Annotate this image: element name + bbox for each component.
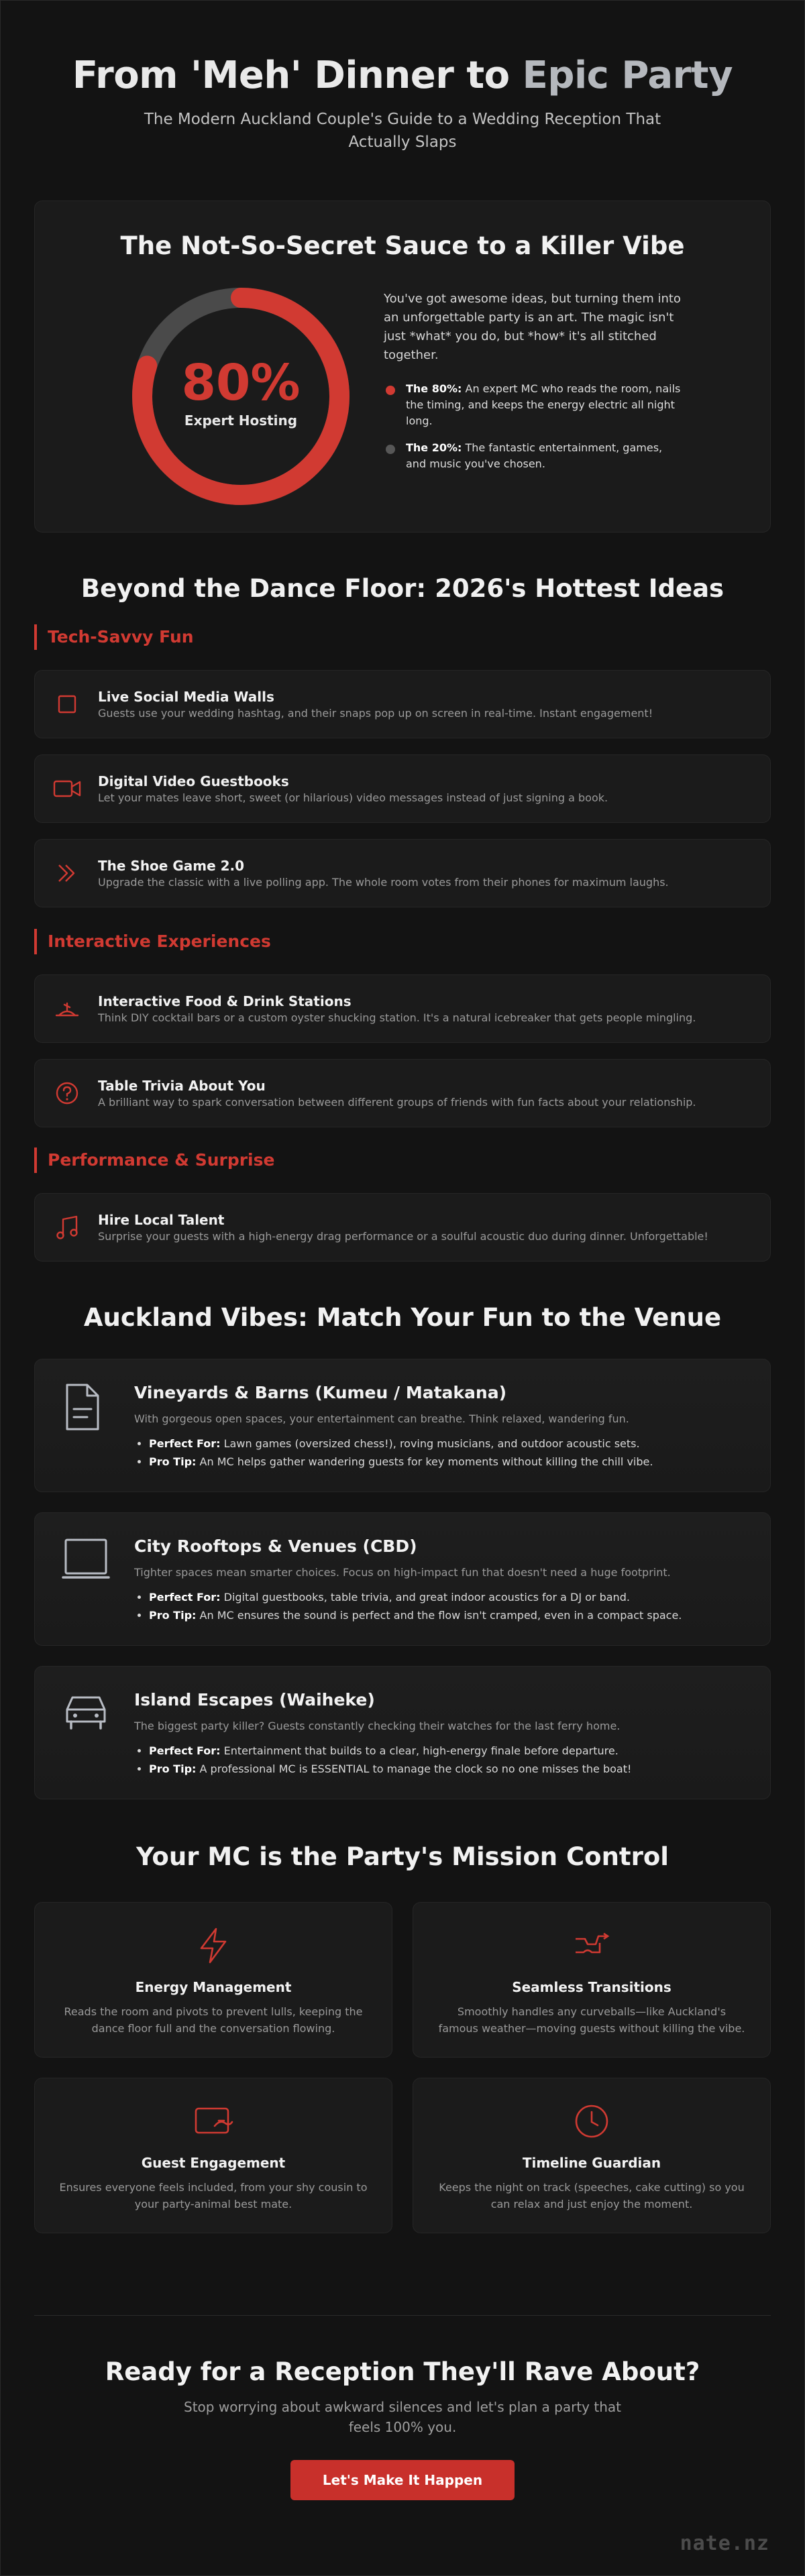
idea-table-trivia bbox=[34, 1059, 771, 1127]
idea-desc: Think DIY cocktail bars or a custom oyster shucking station. It's a natural icebreaker that gets people mingling. bbox=[98, 1011, 696, 1024]
cta-section bbox=[1, 2357, 804, 2500]
idea-food-stations bbox=[34, 974, 771, 1043]
idea-desc: Upgrade the classic with a live polling app. The whole room votes from their phones for maximum laughs. bbox=[98, 875, 669, 889]
mc-card-desc: Smoothly handles any curveballs—like Auckland's famous weather—moving guests without killing the vibe. bbox=[438, 2005, 745, 2035]
venue-city-rooftops bbox=[34, 1512, 771, 1646]
hero-title-part2: Epic Party bbox=[522, 54, 733, 97]
donut-percent: 80% bbox=[181, 354, 301, 412]
mc-card-title: Energy Management bbox=[135, 1979, 292, 1995]
idea-title: Digital Video Guestbooks bbox=[98, 773, 289, 789]
donut-chart bbox=[130, 286, 352, 507]
clock-icon bbox=[572, 2101, 612, 2141]
venue-perfect-for: • Perfect For: Lawn games (oversized chess!), roving musicians, and outdoor acoustic sets. bbox=[149, 1435, 653, 1453]
engagement-icon bbox=[193, 2101, 233, 2141]
legend bbox=[384, 381, 686, 472]
venue-pro-tip: • Pro Tip: A professional MC is ESSENTIAL to manage the clock so no one misses the boat! bbox=[149, 1760, 631, 1778]
food-station-icon bbox=[51, 993, 83, 1025]
hero-title bbox=[1, 54, 804, 97]
sauce-card bbox=[34, 201, 771, 533]
hero-title-part1: From 'Meh' Dinner to bbox=[72, 54, 523, 97]
mc-grid bbox=[34, 1902, 771, 2233]
mc-timeline-guardian bbox=[413, 2078, 771, 2233]
venue-island bbox=[34, 1666, 771, 1799]
mc-card-title: Guest Engagement bbox=[141, 2155, 286, 2171]
double-chevron-icon bbox=[51, 857, 83, 889]
idea-desc: Let your mates leave short, sweet (or hilarious) video messages instead of just signing a book. bbox=[98, 791, 608, 804]
lightning-icon bbox=[193, 1925, 233, 1966]
video-camera-icon bbox=[51, 773, 83, 805]
mc-card-desc: Keeps the night on track (speeches, cake cutting) so you can relax and just enjoy the moment. bbox=[439, 2181, 745, 2210]
idea-title: Hire Local Talent bbox=[98, 1211, 225, 1228]
legend-item-20: The 20%: The fantastic entertainment, games, and music you've chosen. bbox=[384, 440, 686, 472]
sauce-intro: You've got awesome ideas, but turning them into an unforgettable party is an art. The magic isn't just *what* you do, but *how* it's all stitched together. bbox=[384, 292, 681, 362]
legend-item-80: The 80%: An expert MC who reads the room, nails the timing, and keeps the energy electric all night long. bbox=[384, 381, 686, 429]
venue-title: Vineyards & Barns (Kumeu / Matakana) bbox=[134, 1383, 507, 1402]
laptop-icon bbox=[62, 1536, 109, 1589]
idea-title: The Shoe Game 2.0 bbox=[98, 857, 245, 874]
question-circle-icon bbox=[51, 1077, 83, 1109]
mc-card-desc: Reads the room and pivots to prevent lulls, keeping the dance floor full and the conversation flowing. bbox=[64, 2005, 363, 2035]
mc-guest-engagement bbox=[34, 2078, 392, 2233]
venue-desc: With gorgeous open spaces, your entertainment can breathe. Think relaxed, wandering fun. bbox=[134, 1412, 629, 1425]
idea-title: Live Social Media Walls bbox=[98, 688, 274, 705]
red-dot-icon bbox=[386, 386, 395, 395]
transition-icon bbox=[572, 1925, 612, 1966]
venue-desc: Tighter spaces mean smarter choices. Focus on high-impact fun that doesn't need a huge footprint. bbox=[134, 1566, 671, 1579]
mc-card-title: Timeline Guardian bbox=[522, 2155, 661, 2171]
brand-logo: nate.nz bbox=[680, 2532, 769, 2555]
cta-text: Stop worrying about awkward silences and let's plan a party that feels 100% you. bbox=[184, 2399, 621, 2435]
category-tech-savvy: Tech-Savvy Fun bbox=[34, 624, 771, 650]
hero bbox=[1, 1, 804, 154]
cta-button[interactable]: Let's Make It Happen bbox=[290, 2460, 515, 2500]
idea-desc: Guests use your wedding hashtag, and their snaps pop up on screen in real-time. Instant engagement! bbox=[98, 706, 653, 720]
idea-video-guestbooks bbox=[34, 754, 771, 823]
venue-perfect-for: • Perfect For: Entertainment that builds to a clear, high-energy finale before departure. bbox=[149, 1742, 631, 1760]
divider bbox=[34, 2315, 771, 2316]
venue-pro-tip: • Pro Tip: An MC helps gather wandering guests for key moments without killing the chill vibe. bbox=[149, 1453, 653, 1471]
mc-title: Your MC is the Party's Mission Control bbox=[136, 1842, 669, 1871]
grey-dot-icon bbox=[386, 445, 395, 454]
venues-title: Auckland Vibes: Match Your Fun to the Venue bbox=[83, 1303, 722, 1332]
idea-shoe-game bbox=[34, 839, 771, 907]
category-performance: Performance & Surprise bbox=[34, 1147, 771, 1173]
music-note-icon bbox=[51, 1211, 83, 1243]
idea-desc: A brilliant way to spark conversation between different groups of friends with fun facts about your relationship. bbox=[98, 1095, 696, 1109]
idea-local-talent bbox=[34, 1193, 771, 1262]
venue-title: Island Escapes (Waiheke) bbox=[134, 1690, 375, 1710]
venue-perfect-for: • Perfect For: Digital guestbooks, table trivia, and great indoor acoustics for a DJ or band. bbox=[149, 1588, 682, 1606]
category-interactive: Interactive Experiences bbox=[34, 929, 771, 954]
ideas-title: Beyond the Dance Floor: 2026's Hottest Ideas bbox=[80, 574, 724, 603]
venue-title: City Rooftops & Venues (CBD) bbox=[134, 1536, 417, 1556]
idea-title: Interactive Food & Drink Stations bbox=[98, 993, 352, 1009]
mc-energy-management bbox=[34, 1902, 392, 2058]
mc-card-title: Seamless Transitions bbox=[512, 1979, 672, 1995]
venue-pro-tip: • Pro Tip: An MC ensures the sound is perfect and the flow isn't cramped, even in a compact space. bbox=[149, 1606, 682, 1624]
hero-subtitle: The Modern Auckland Couple's Guide to a Wedding Reception That Actually Slaps bbox=[144, 111, 661, 151]
donut-label: Expert Hosting bbox=[184, 412, 298, 429]
car-icon bbox=[62, 1689, 109, 1743]
idea-social-media-walls bbox=[34, 670, 771, 738]
cta-title: Ready for a Reception They'll Rave About? bbox=[105, 2357, 700, 2386]
venue-vineyards bbox=[34, 1359, 771, 1492]
idea-desc: Surprise your guests with a high-energy drag performance or a soulful acoustic duo during dinner. Unforgettable! bbox=[98, 1229, 708, 1243]
mc-card-desc: Ensures everyone feels included, from your shy cousin to your party-animal best mate. bbox=[59, 2181, 368, 2210]
square-icon bbox=[51, 688, 83, 720]
document-icon bbox=[62, 1382, 109, 1436]
mc-seamless-transitions bbox=[413, 1902, 771, 2058]
venue-desc: The biggest party killer? Guests constantly checking their watches for the last ferry home. bbox=[134, 1720, 621, 1732]
idea-title: Table Trivia About You bbox=[98, 1077, 266, 1094]
sauce-title: The Not-So-Secret Sauce to a Killer Vibe bbox=[120, 231, 685, 260]
